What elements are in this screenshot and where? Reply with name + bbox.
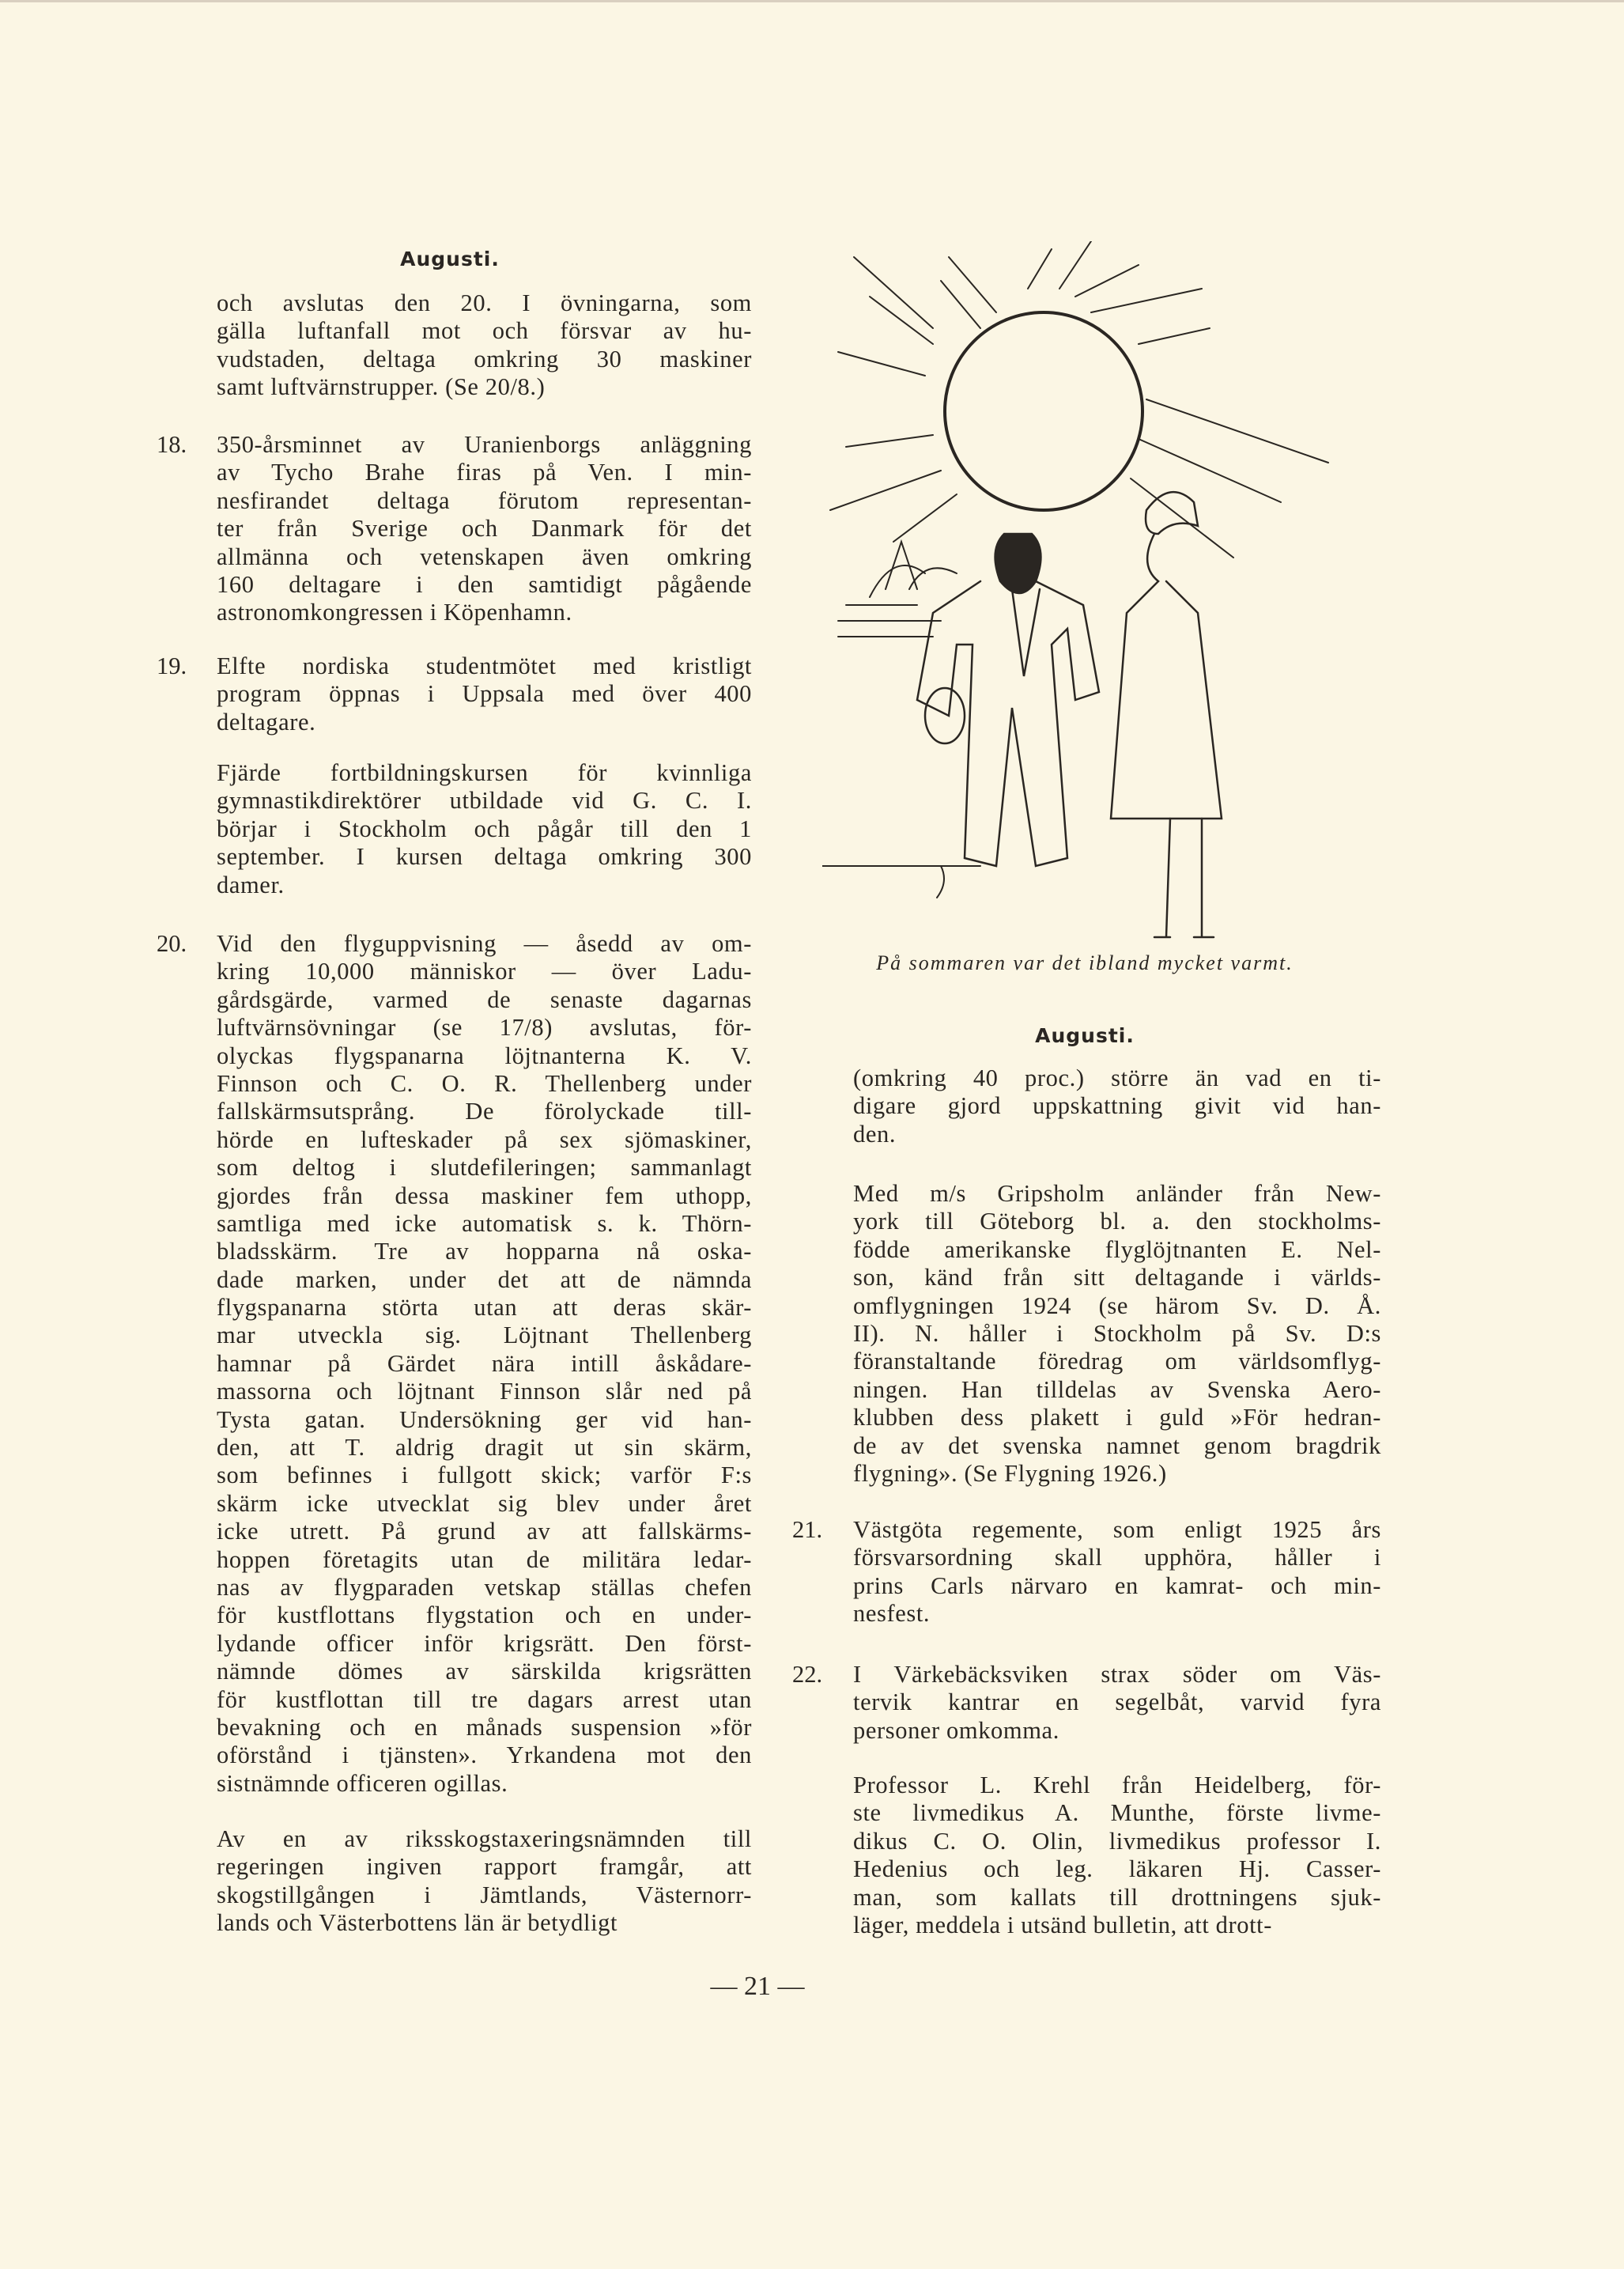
text-line: september. I kursen deltaga omkring 300 <box>217 843 752 871</box>
text-line: som befinnes i fullgott skick; varför F:s <box>217 1462 752 1489</box>
text-line: Västgöta regemente, som enligt 1925 års <box>853 1516 1381 1543</box>
entry-date-number: 21. <box>792 1516 823 1543</box>
page-top-edge <box>0 0 1624 2</box>
text-line: hoppen företagits utan de militära ledar- <box>217 1545 752 1573</box>
text-line: gjordes från dessa maskiner fem uthopp, <box>217 1182 752 1209</box>
text-line: prins Carls närvaro en kamrat- och min- <box>853 1571 1381 1599</box>
text-line: de av det svenska namnet genom bragdrik <box>853 1431 1381 1459</box>
text-line: gymnastikdirektörer utbildade vid G. C. I. <box>217 787 752 815</box>
text-line: icke utrett. På grund av att fallskärms- <box>217 1518 752 1545</box>
text-line: vudstaden, deltaga omkring 30 maskiner <box>217 345 752 372</box>
text-line: deltagare. <box>217 708 316 736</box>
text-line: av Tycho Brahe firas på Ven. I min- <box>217 459 752 486</box>
text-line: Finnson och C. O. R. Thellenberg under <box>217 1069 752 1097</box>
text-line: läger, meddela i utsänd bulletin, att drott- <box>853 1911 1272 1938</box>
text-line: hamnar på Gärdet nära intill åskådare- <box>217 1349 752 1377</box>
text-line: lands och Västerbottens län är betydligt <box>217 1909 618 1937</box>
text-line: nesfirandet deltaga förutom representan- <box>217 486 752 514</box>
text-line: födde amerikanske flyglöjtnanten E. Nel- <box>853 1235 1381 1263</box>
entry-paragraph <box>217 759 752 899</box>
text-line: son, känd från sitt deltagande i världs- <box>853 1264 1381 1291</box>
text-line: mar utveckla sig. Löjtnant Thellenberg <box>217 1322 752 1349</box>
text-line: tervik kantrar en segelbåt, varvid fyra <box>853 1689 1381 1716</box>
entry-paragraph <box>853 1065 1381 1148</box>
text-line: (omkring 40 proc.) större än vad en ti- <box>853 1065 1381 1091</box>
text-line: ter från Sverige och Danmark för det <box>217 515 752 543</box>
text-line: omflygningen 1924 (se härom Sv. D. Å. <box>853 1291 1381 1319</box>
text-line: Tysta gatan. Undersökning ger vid han- <box>217 1405 752 1433</box>
sun-and-figures-drawing-icon <box>822 241 1360 953</box>
entry-paragraph <box>217 431 752 627</box>
text-line: digare gjord uppskattning givit vid han- <box>853 1092 1381 1120</box>
text-line: nas av flygparaden vetskap ställas chefen <box>217 1573 752 1601</box>
text-line: 160 deltagare i den samtidigt pågående <box>217 570 752 598</box>
page-number: — 21 — <box>710 1972 805 2001</box>
text-line: som deltog i slutdefileringen; sammanlagt <box>217 1154 752 1182</box>
entry-paragraph <box>217 652 752 736</box>
text-line: nämnde dömes av särskilda krigsrätten <box>217 1658 752 1685</box>
text-line: 350-årsminnet av Uranienborgs anläggning <box>217 431 752 458</box>
text-line: Hedenius och leg. läkaren Hj. Casser- <box>853 1855 1381 1883</box>
text-line: skogstillgången i Jämtlands, Västernorr- <box>217 1881 752 1908</box>
text-line: Professor L. Krehl från Heidelberg, för- <box>853 1772 1381 1798</box>
text-line: Fjärde fortbildningskursen för kvinnliga <box>217 759 752 786</box>
text-line: klubben dess plakett i guld »För hedran- <box>853 1404 1381 1431</box>
text-line: II). N. håller i Stockholm på Sv. D:s <box>853 1319 1381 1347</box>
text-line: bevakning och en månads suspension »för <box>217 1713 752 1741</box>
text-line: börjar i Stockholm och pågår till den 1 <box>217 815 752 842</box>
right-column-heading: Augusti. <box>1035 1024 1135 1047</box>
text-line: ste livmedikus A. Munthe, förste livme- <box>853 1799 1381 1827</box>
text-line: skärm icke utvecklat sig blev under året <box>217 1489 752 1517</box>
text-line: I Värkebäcksviken strax söder om Väs- <box>853 1661 1381 1688</box>
text-line: hörde en lufteskader på sex sjömaskiner, <box>217 1125 752 1153</box>
text-line: och avslutas den 20. I övningarna, som <box>217 289 752 316</box>
text-line: bladsskärm. Tre av hopparna nå oska- <box>217 1238 752 1265</box>
entry-paragraph <box>217 289 752 402</box>
text-line: man, som kallats till drottningens sjuk- <box>853 1883 1381 1911</box>
text-line: Vid den flyguppvisning — åsedd av om- <box>217 930 752 957</box>
text-line: olyckas flygspanarna löjtnanterna K. V. <box>217 1042 752 1069</box>
entry-paragraph <box>853 1661 1381 1745</box>
text-line: Elfte nordiska studentmötet med kristligt <box>217 652 752 679</box>
entry-date-number: 18. <box>157 431 187 458</box>
entry-paragraph <box>217 1825 752 1938</box>
text-line: gårdsgärde, varmed de senaste dagarnas <box>217 985 752 1013</box>
entry-paragraph <box>853 1180 1381 1488</box>
text-line: Med m/s Gripsholm anländer från New- <box>853 1180 1381 1207</box>
text-line: allmänna och vetenskapen även omkring <box>217 543 752 570</box>
left-column-heading: Augusti. <box>400 248 500 270</box>
text-line: personer omkomma. <box>853 1716 1059 1744</box>
text-line: regeringen ingiven rapport framgår, att <box>217 1853 752 1881</box>
text-line: fallskärmsutsprång. De förolyckade till- <box>217 1098 752 1125</box>
illustration-caption: På sommaren var det ibland mycket varmt. <box>876 951 1294 974</box>
text-line: samt luftvärnstrupper. (Se 20/8.) <box>217 373 546 401</box>
entry-paragraph <box>217 930 752 1798</box>
text-line: samtliga med icke automatisk s. k. Thörn- <box>217 1209 752 1237</box>
text-line: flygspanarna störta utan att deras skär- <box>217 1294 752 1322</box>
entry-paragraph <box>853 1516 1381 1628</box>
entry-date-number: 22. <box>792 1661 823 1688</box>
text-line: york till Göteborg bl. a. den stockholms- <box>853 1208 1381 1235</box>
text-line: den, att T. aldrig dragit ut sin skärm, <box>217 1434 752 1462</box>
text-line: luftvärnsövningar (se 17/8) avslutas, för- <box>217 1014 752 1042</box>
text-line: för kustflottans flygstation och en under- <box>217 1602 752 1629</box>
text-line: föranstaltande föredrag om världsomflyg- <box>853 1348 1381 1375</box>
text-line: Av en av riksskogstaxeringsnämnden till <box>217 1825 752 1852</box>
text-line: dade marken, under det att de nämnda <box>217 1265 752 1293</box>
text-line: astronomkongressen i Köpenhamn. <box>217 599 572 626</box>
entry-paragraph <box>853 1772 1381 1939</box>
text-line: ningen. Han tilldelas av Svenska Aero- <box>853 1375 1381 1403</box>
text-line: försvarsordning skall upphöra, håller i <box>853 1544 1381 1571</box>
text-line: gälla luftanfall mot och försvar av hu- <box>217 317 752 345</box>
text-line: kring 10,000 människor — över Ladu- <box>217 958 752 985</box>
text-line: damer. <box>217 871 285 898</box>
entry-date-number: 20. <box>157 930 187 957</box>
text-line: sistnämnde officeren ogillas. <box>217 1769 508 1797</box>
text-line: massorna och löjtnant Finnson slår ned på <box>217 1378 752 1405</box>
text-line: program öppnas i Uppsala med över 400 <box>217 680 752 708</box>
text-line: lydande officer inför krigsrätt. Den först- <box>217 1629 752 1657</box>
text-line: dikus C. O. Olin, livmedikus professor I. <box>853 1827 1381 1855</box>
text-line: den. <box>853 1120 897 1148</box>
text-line: för kustflottan till tre dagars arrest utan <box>217 1685 752 1713</box>
text-line: nesfest. <box>853 1600 931 1628</box>
entry-date-number: 19. <box>157 652 187 679</box>
text-line: flygning». (Se Flygning 1926.) <box>853 1459 1167 1487</box>
text-line: oförstånd i tjänsten». Yrkandena mot den <box>217 1741 752 1769</box>
